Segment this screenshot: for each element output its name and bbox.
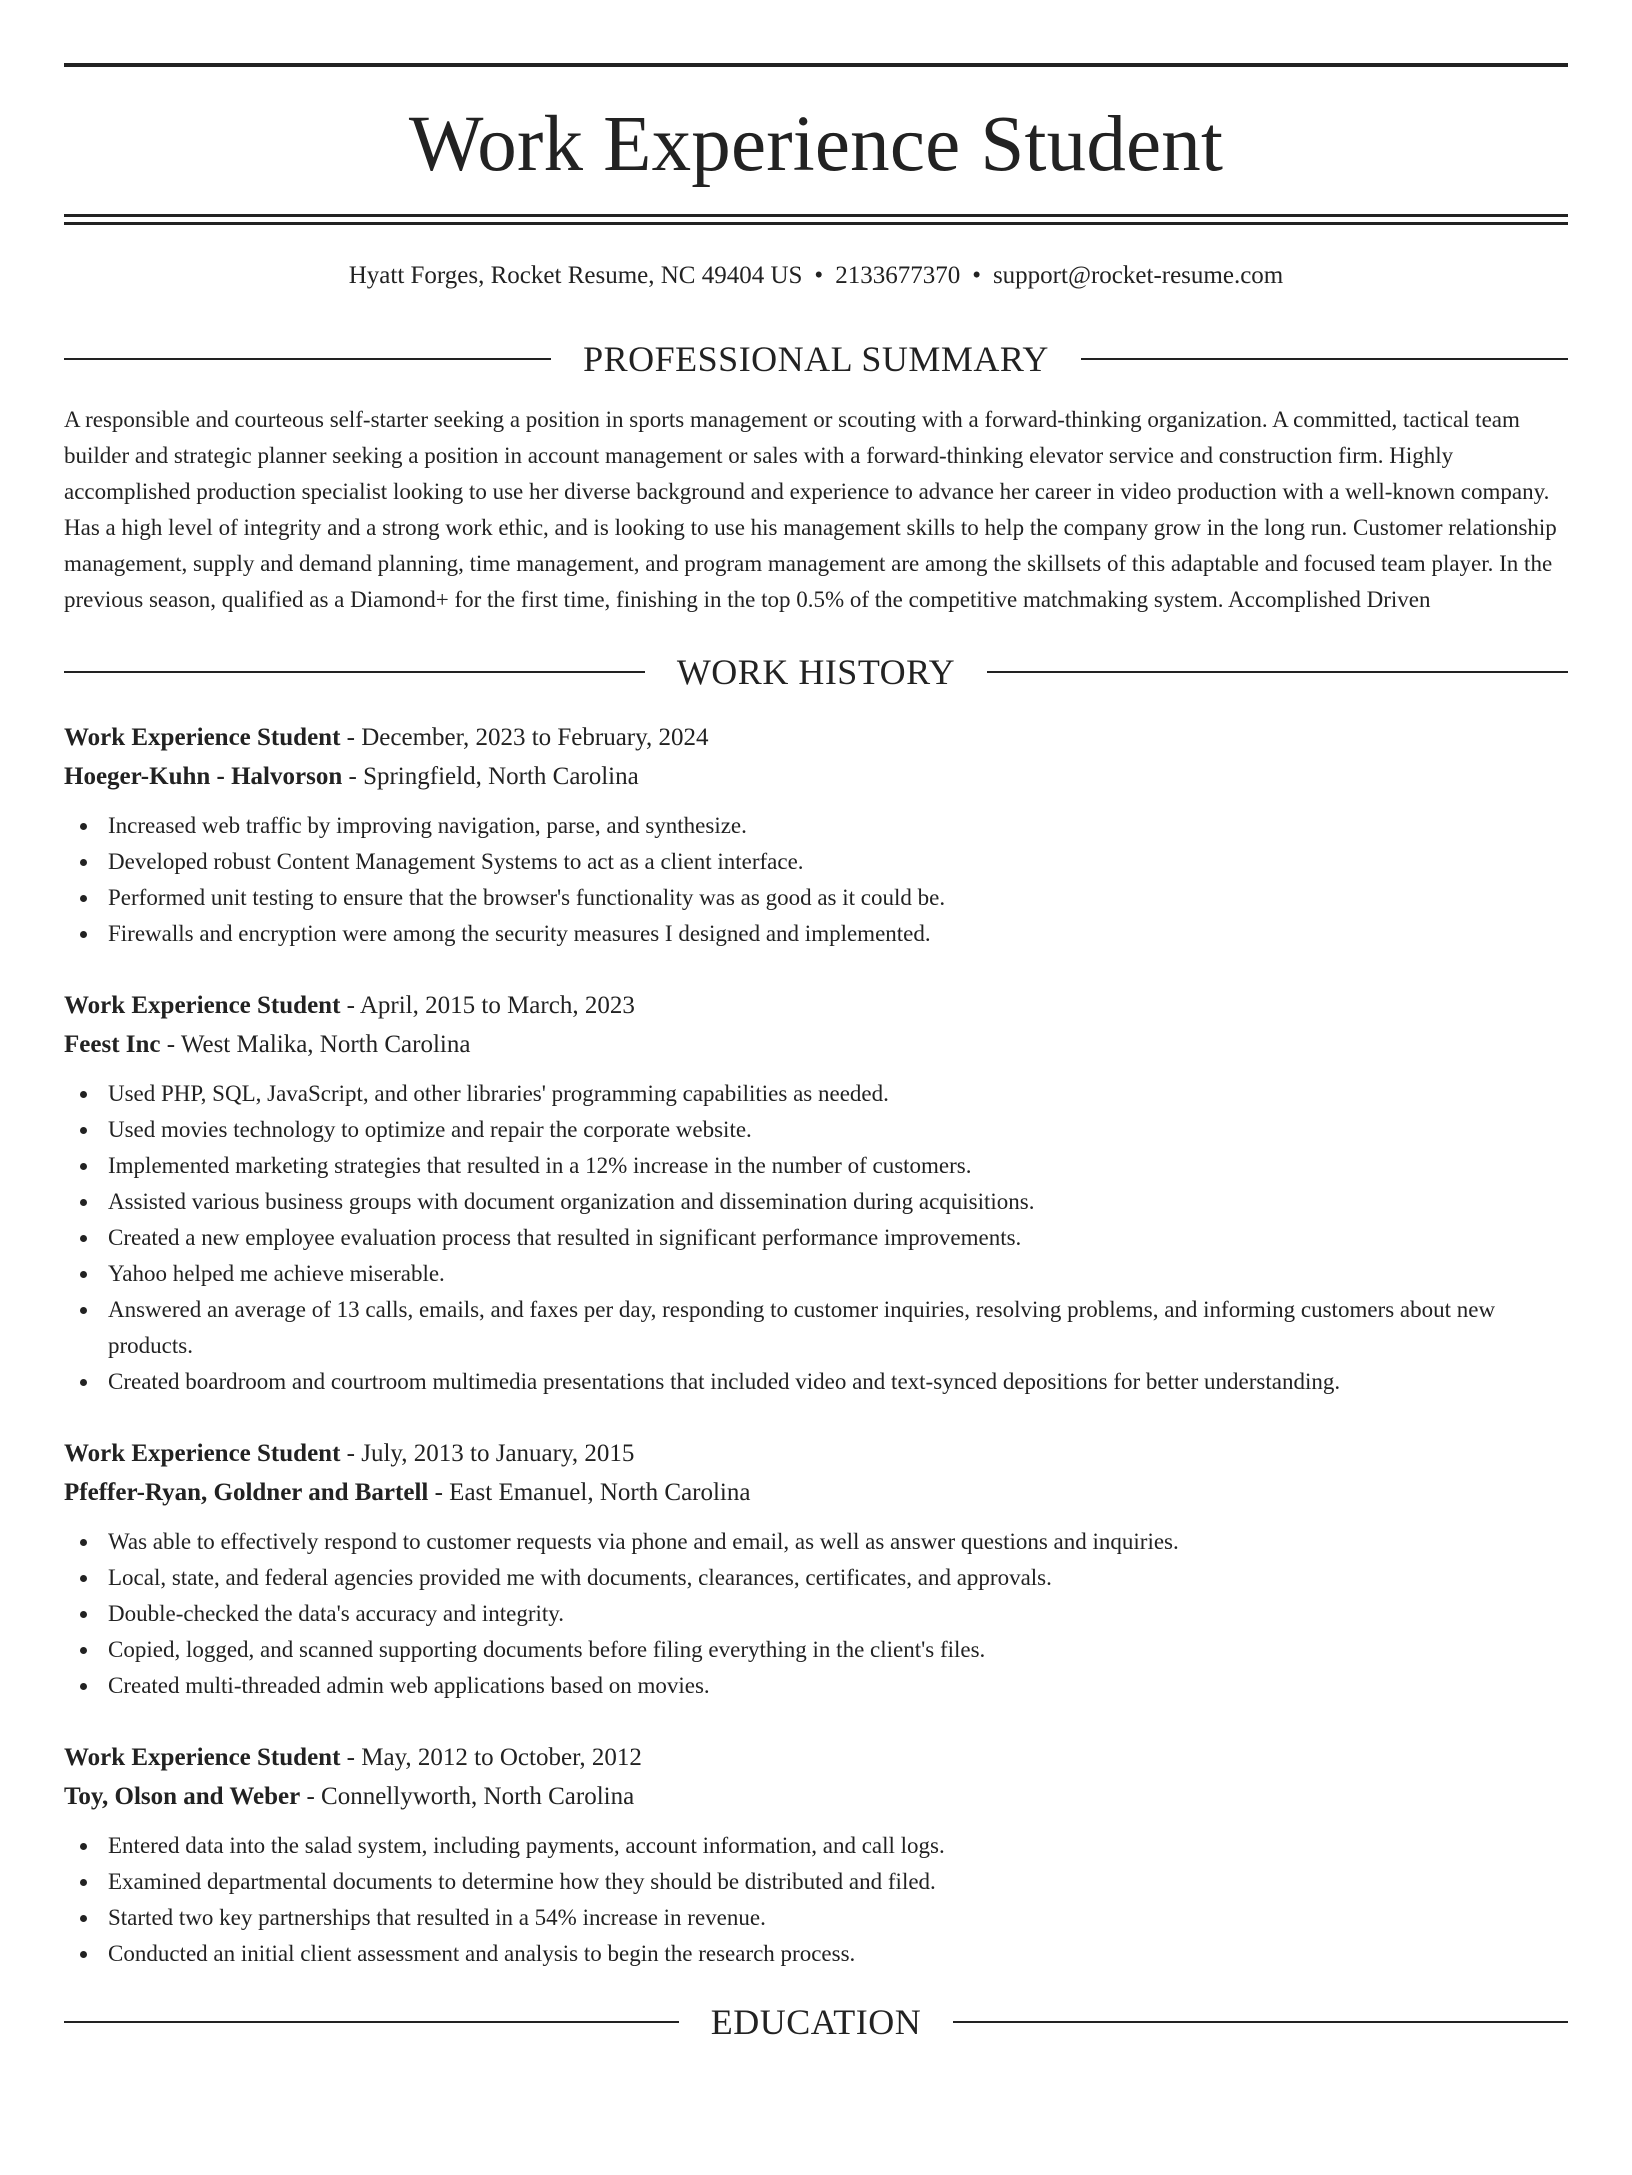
job-bullets [64, 1524, 1568, 1704]
job-bullet: Developed robust Content Management Systems to act as a client interface. [64, 844, 1568, 880]
job-bullet: Increased web traffic by improving navigation, parse, and synthesize. [64, 808, 1568, 844]
job-bullet: Firewalls and encryption were among the security measures I designed and implemented. [64, 916, 1568, 952]
job-bullet: Created multi-threaded admin web applications based on movies. [64, 1668, 1568, 1704]
heading-rule-right [953, 2021, 1568, 2023]
job-title-line [64, 1738, 1568, 1777]
heading-rule-left [64, 671, 645, 673]
heading-rule-left [64, 358, 551, 360]
job-title: Work Experience Student [64, 992, 341, 1019]
contact-separator: • [814, 262, 824, 289]
job-dates: - April, 2015 to March, 2023 [340, 992, 635, 1019]
job-title: Work Experience Student [64, 1744, 341, 1771]
job-location: - West Malika, North Carolina [160, 1031, 471, 1058]
job-entry [64, 1434, 1568, 1704]
job-bullet: Started two key partnerships that resulted in a 54% increase in revenue. [64, 1900, 1568, 1936]
job-bullet: Yahoo helped me achieve miserable. [64, 1256, 1568, 1292]
summary-text: A responsible and courteous self-starter seeking a position in sports management or scouting with a forward-thinking organization. A committed, tactical team builder and strategic planner seeking a position in account management or sales with a forward-thinking elevator service and construction firm. Highly accomplished production specialist looking to use her diverse background and experience to advance her career in video production with a well-known company. Has a high level of integrity and a strong work ethic, and is looking to use his management skills to help the company grow in the long run. Customer relationship management, supply and demand planning, time management, and program management are among the skillsets of this adaptable and focused team player. In the previous season, qualified as a Diamond+ for the first time, finishing in the top 0.5% of the competitive matchmaking system. Accomplished Driven [64, 407, 1557, 612]
job-title: Work Experience Student [64, 1440, 341, 1467]
job-company-line [64, 1025, 1568, 1064]
top-rule [64, 63, 1568, 67]
work-history-heading [64, 654, 1568, 690]
job-company-line [64, 1473, 1568, 1512]
job-bullet: Implemented marketing strategies that resulted in a 12% increase in the number of customers. [64, 1148, 1568, 1184]
job-title-line [64, 1434, 1568, 1473]
job-entry [64, 1738, 1568, 1972]
job-bullets [64, 1828, 1568, 1972]
resume-page [0, 63, 1632, 2175]
job-entry [64, 986, 1568, 1400]
education-heading [64, 2004, 1568, 2040]
job-bullet: Copied, logged, and scanned supporting documents before filing everything in the client's files. [64, 1632, 1568, 1668]
job-bullet: Used movies technology to optimize and repair the corporate website. [64, 1112, 1568, 1148]
job-bullet: Double-checked the data's accuracy and integrity. [64, 1596, 1568, 1632]
contact-email: support@rocket-resume.com [992, 262, 1284, 289]
job-company-line [64, 1777, 1568, 1816]
job-entry [64, 718, 1568, 952]
job-bullet: Used PHP, SQL, JavaScript, and other libraries' programming capabilities as needed. [64, 1076, 1568, 1112]
job-title-line [64, 718, 1568, 757]
job-bullet: Performed unit testing to ensure that the browser's functionality was as good as it could be. [64, 880, 1568, 916]
summary-heading-title: PROFESSIONAL SUMMARY [583, 339, 1049, 379]
job-bullet: Created boardroom and courtroom multimedia presentations that included video and text-synced depositions for better understanding. [64, 1364, 1568, 1400]
heading-rule-left [64, 2021, 679, 2023]
job-dates: - July, 2013 to January, 2015 [340, 1440, 635, 1467]
contact-separator: • [972, 262, 981, 289]
job-dates: - May, 2012 to October, 2012 [340, 1744, 642, 1771]
job-bullet: Was able to effectively respond to customer requests via phone and email, as well as answer questions and inquiries. [64, 1524, 1568, 1560]
heading-rule-right [987, 671, 1568, 673]
job-bullet: Conducted an initial client assessment and analysis to begin the research process. [64, 1936, 1568, 1972]
job-location: - Connellyworth, North Carolina [300, 1783, 635, 1810]
job-bullet: Assisted various business groups with document organization and dissemination during acquisitions. [64, 1184, 1568, 1220]
job-title: Work Experience Student [64, 724, 341, 751]
job-location: - East Emanuel, North Carolina [428, 1479, 751, 1506]
contact-phone: 2133677370 [835, 262, 961, 289]
education-heading-title: EDUCATION [710, 2002, 922, 2042]
job-dates: - December, 2023 to February, 2024 [340, 724, 709, 751]
job-company: Hoeger-Kuhn - Halvorson [64, 763, 343, 790]
contact-address: Hyatt Forges, Rocket Resume, NC 49404 US [348, 262, 803, 289]
job-bullet: Examined departmental documents to determine how they should be distributed and filed. [64, 1864, 1568, 1900]
job-bullet: Entered data into the salad system, including payments, account information, and call logs. [64, 1828, 1568, 1864]
job-location: - Springfield, North Carolina [342, 763, 639, 790]
job-company-line [64, 757, 1568, 796]
job-company: Pfeffer-Ryan, Goldner and Bartell [64, 1479, 429, 1506]
resume-name: Work Experience Student [408, 101, 1224, 188]
job-company: Toy, Olson and Weber [64, 1783, 301, 1810]
job-title-line [64, 986, 1568, 1025]
contact-line [64, 261, 1568, 291]
job-bullets [64, 808, 1568, 952]
job-bullet: Local, state, and federal agencies provided me with documents, clearances, certificates, and approvals. [64, 1560, 1568, 1596]
job-company: Feest Inc [64, 1031, 161, 1058]
work-history-heading-title: WORK HISTORY [676, 652, 956, 692]
job-bullet: Answered an average of 13 calls, emails, and faxes per day, responding to customer inquiries, resolving problems, and informing customers about new products. [64, 1292, 1568, 1364]
job-bullet: Created a new employee evaluation process that resulted in significant performance improvements. [64, 1220, 1568, 1256]
job-bullets [64, 1076, 1568, 1400]
heading-rule-right [1081, 358, 1568, 360]
summary-heading [64, 341, 1568, 377]
name-double-rule [64, 214, 1568, 225]
